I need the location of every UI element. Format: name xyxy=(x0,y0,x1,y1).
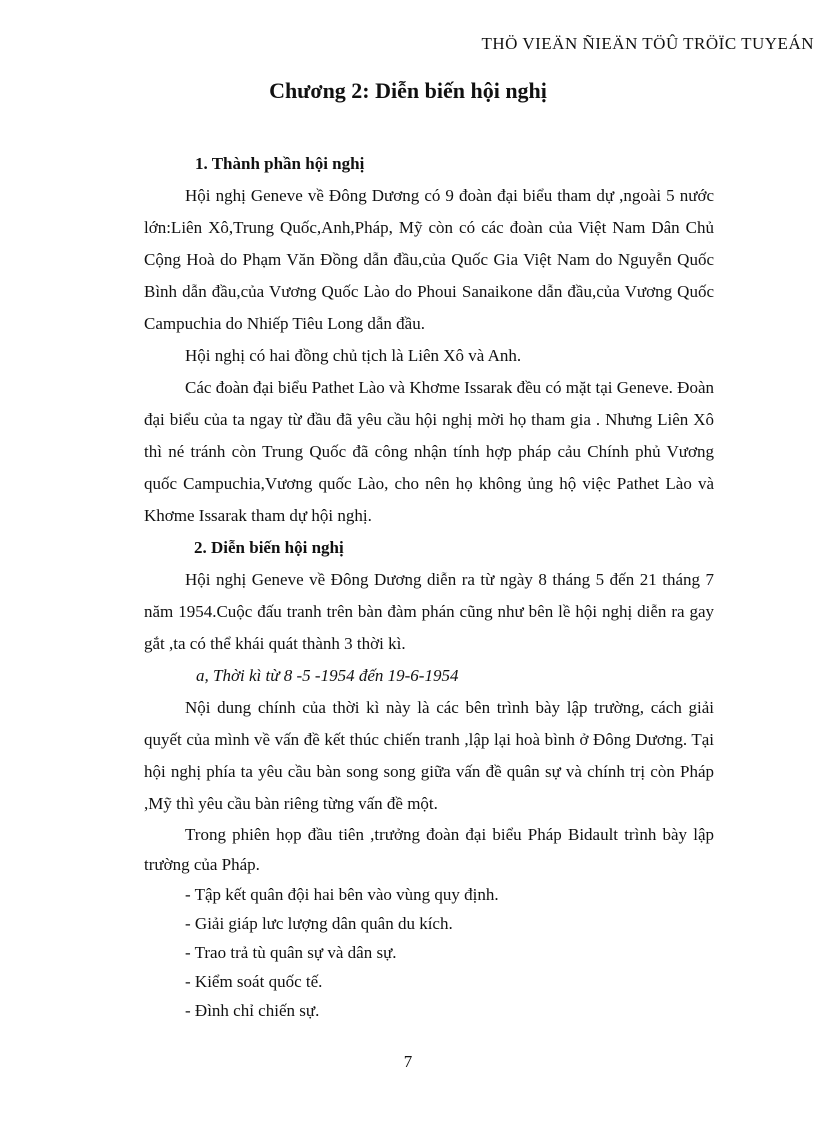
section-1-paragraph-1: Hội nghị Geneve về Đông Dương có 9 đoàn đại biểu tham dự ,ngoài 5 nước lớn:Liên Xô,Trung Quốc,Anh,Pháp, Mỹ còn có các đoàn của Việt Nam Dân Chủ Cộng Hoà do Phạm Văn Đồng dẫn đầu,của Quốc Gia Việt Nam do Nguyễn Quốc Bình dẫn đầu,của Vương Quốc Lào do Phoui Sanaikone dẫn đầu,của Vương Quốc Campuchia do Nhiếp Tiêu Long dẫn đầu. xyxy=(144,186,714,333)
section-1-heading: 1. Thành phần hội nghị xyxy=(195,154,365,173)
list-item: - Kiểm soát quốc tế. xyxy=(185,972,323,991)
list-item: - Giải giáp lưc lượng dân quân du kích. xyxy=(185,914,453,933)
list-item: - Tập kết quân đội hai bên vào vùng quy định. xyxy=(185,885,499,904)
chapter-title: Chương 2: Diễn biến hội nghị xyxy=(269,78,547,103)
subsection-a-heading: a, Thời kì từ 8 -5 -1954 đến 19-6-1954 xyxy=(196,666,459,685)
section-1-paragraph-2: Hội nghị có hai đồng chủ tịch là Liên Xô và Anh. xyxy=(185,346,522,365)
section-2-heading: 2. Diễn biến hội nghị xyxy=(194,538,344,557)
list-item: - Trao trả tù quân sự và dân sự. xyxy=(185,943,397,962)
section-1-paragraph-3: Các đoàn đại biểu Pathet Lào và Khơme Issarak đều có mặt tại Geneve. Đoàn đại biểu của ta ngay từ đầu đã yêu cầu hội nghị mời họ tham gia . Nhưng Liên Xô thì né tránh còn Trung Quốc đã công nhận tính hợp pháp cảu Chính phủ Vương quốc Campuchia,Vương quốc Lào, cho nên họ không ủng hộ việc Pathet Lào và Khơme Issarak tham dự hội nghị. xyxy=(144,378,714,525)
section-2-paragraph-2: Nội dung chính của thời kì này là các bên trình bày lập trường, cách giải quyết của mình về vấn đề kết thúc chiến tranh ,lập lại hoà bình ở Đông Dương. Tại hội nghị phía ta yêu cầu bàn song song giữa vấn đề quân sự và chính trị còn Pháp ,Mỹ thì yêu cầu bàn riêng từng vấn đề một. xyxy=(144,698,714,813)
document-body xyxy=(144,148,714,1025)
library-watermark-header: THÖ VIEÄN ÑIEÄN TÖÛ TRÖÏC TUYEÁN xyxy=(481,34,814,53)
page-number: 7 xyxy=(403,1052,413,1071)
list-item: - Đình chỉ chiến sự. xyxy=(185,1001,320,1020)
section-2-paragraph-3: Trong phiên họp đầu tiên ,trưởng đoàn đại biểu Pháp Bidault trình bày lập trường của Pháp. xyxy=(144,825,714,874)
section-2-paragraph-1: Hội nghị Geneve về Đông Dương diễn ra từ ngày 8 tháng 5 đến 21 tháng 7 năm 1954.Cuộc đấu tranh trên bàn đàm phán cũng như bên lề hội nghị diễn ra gay gắt ,ta có thể khái quát thành 3 thời kì. xyxy=(144,570,714,653)
